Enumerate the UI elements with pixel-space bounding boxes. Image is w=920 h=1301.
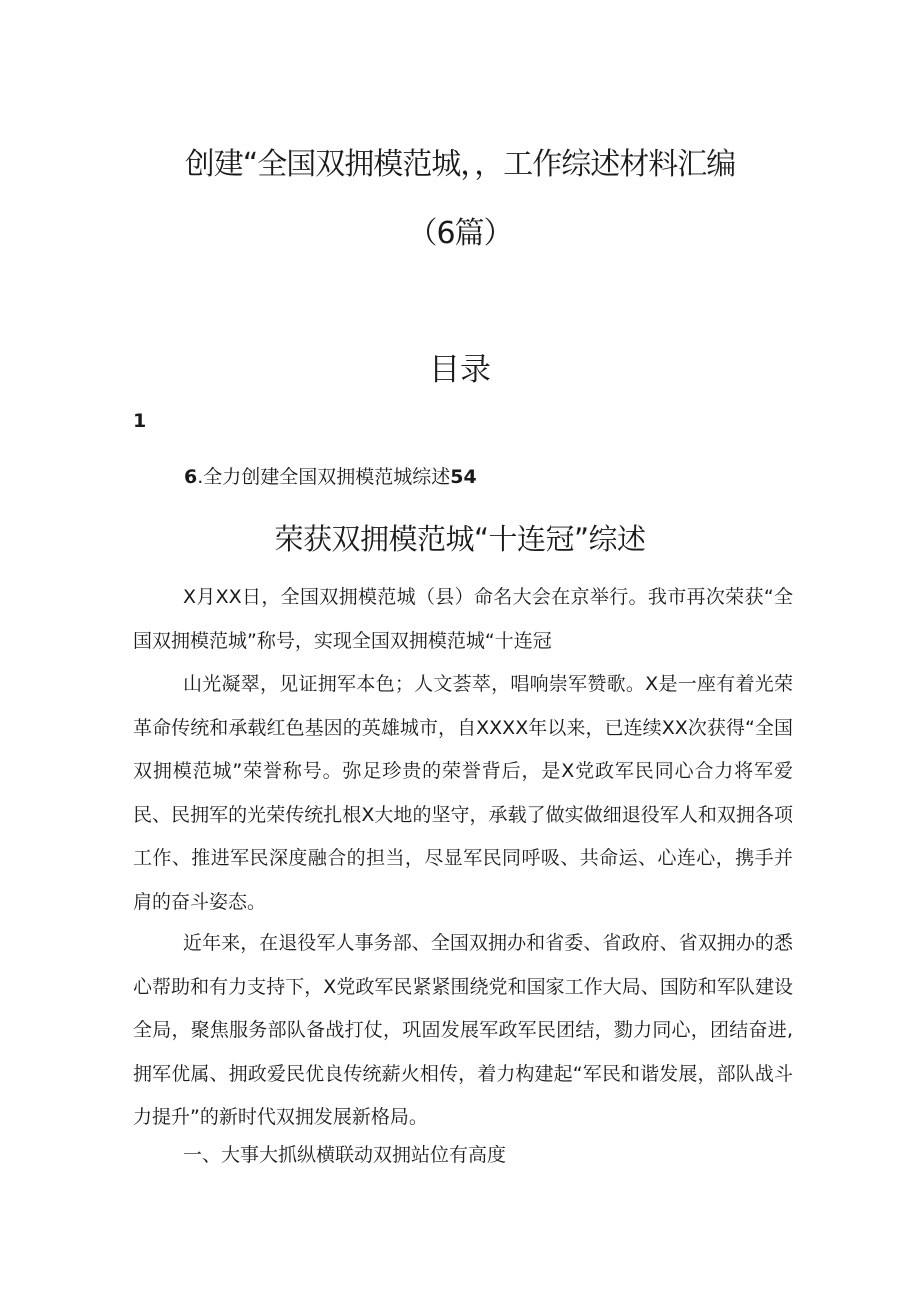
- document-title: 创建“全国双拥模范城，，工作综述材料汇编: [184, 147, 736, 182]
- toc-entry-page: 54: [450, 466, 477, 488]
- article-paragraph: X月XX日，全国双拥模范城（县）命名大会在京举行。我市再次荣获“全国双拥模范城”称号，实现全国双拥模范城“十连冠: [133, 586, 793, 652]
- toc-entry-text: .全力创建全国双拥模范城综述: [197, 466, 451, 488]
- article-title: 荣获双拥模范城“十连冠”综述: [274, 522, 646, 556]
- article-paragraph: 山光凝翠，见证拥军本色；人文荟萃，唱响崇军赞歌。X是一座有着光荣革命传统和承载红色基因的英雄城市，自XXXX年以来，已连续XX次获得“全国双拥模范城”荣誉称号。弥足珍贵的荣誉背后，是X党政军民同心合力将军爱民、民拥军的光荣传统扎根X大地的坚守，承载了做实做细退役军人和双拥各项工作、推进军民深度融合的担当，尽显军民同呼吸、共命运、心连心，携手并肩的奋斗姿态。: [133, 673, 793, 913]
- toc-number: 1: [133, 410, 147, 432]
- toc-heading: 目录: [429, 352, 491, 388]
- article-paragraph: 近年来，在退役军人事务部、全国双拥办和省委、省政府、省双拥办的悉心帮助和有力支持下，X党政军民紧紧围绕党和国家工作大局、国防和军队建设全局，聚焦服务部队备战打仗，巩固发展军政军民团结，勠力同心，团结奋进,拥军优属、拥政爱民优良传统薪火相传，着力构建起“军民和谐发展，部队战斗力提升”的新时代双拥发展新格局。: [133, 932, 793, 1128]
- document-subtitle: （6篇）: [407, 216, 513, 251]
- toc-entry-index: 6: [184, 466, 198, 488]
- toc-entry[interactable]: [184, 462, 477, 489]
- article-section-heading: 一、大事大抓纵横联动双拥站位有高度: [183, 1144, 507, 1166]
